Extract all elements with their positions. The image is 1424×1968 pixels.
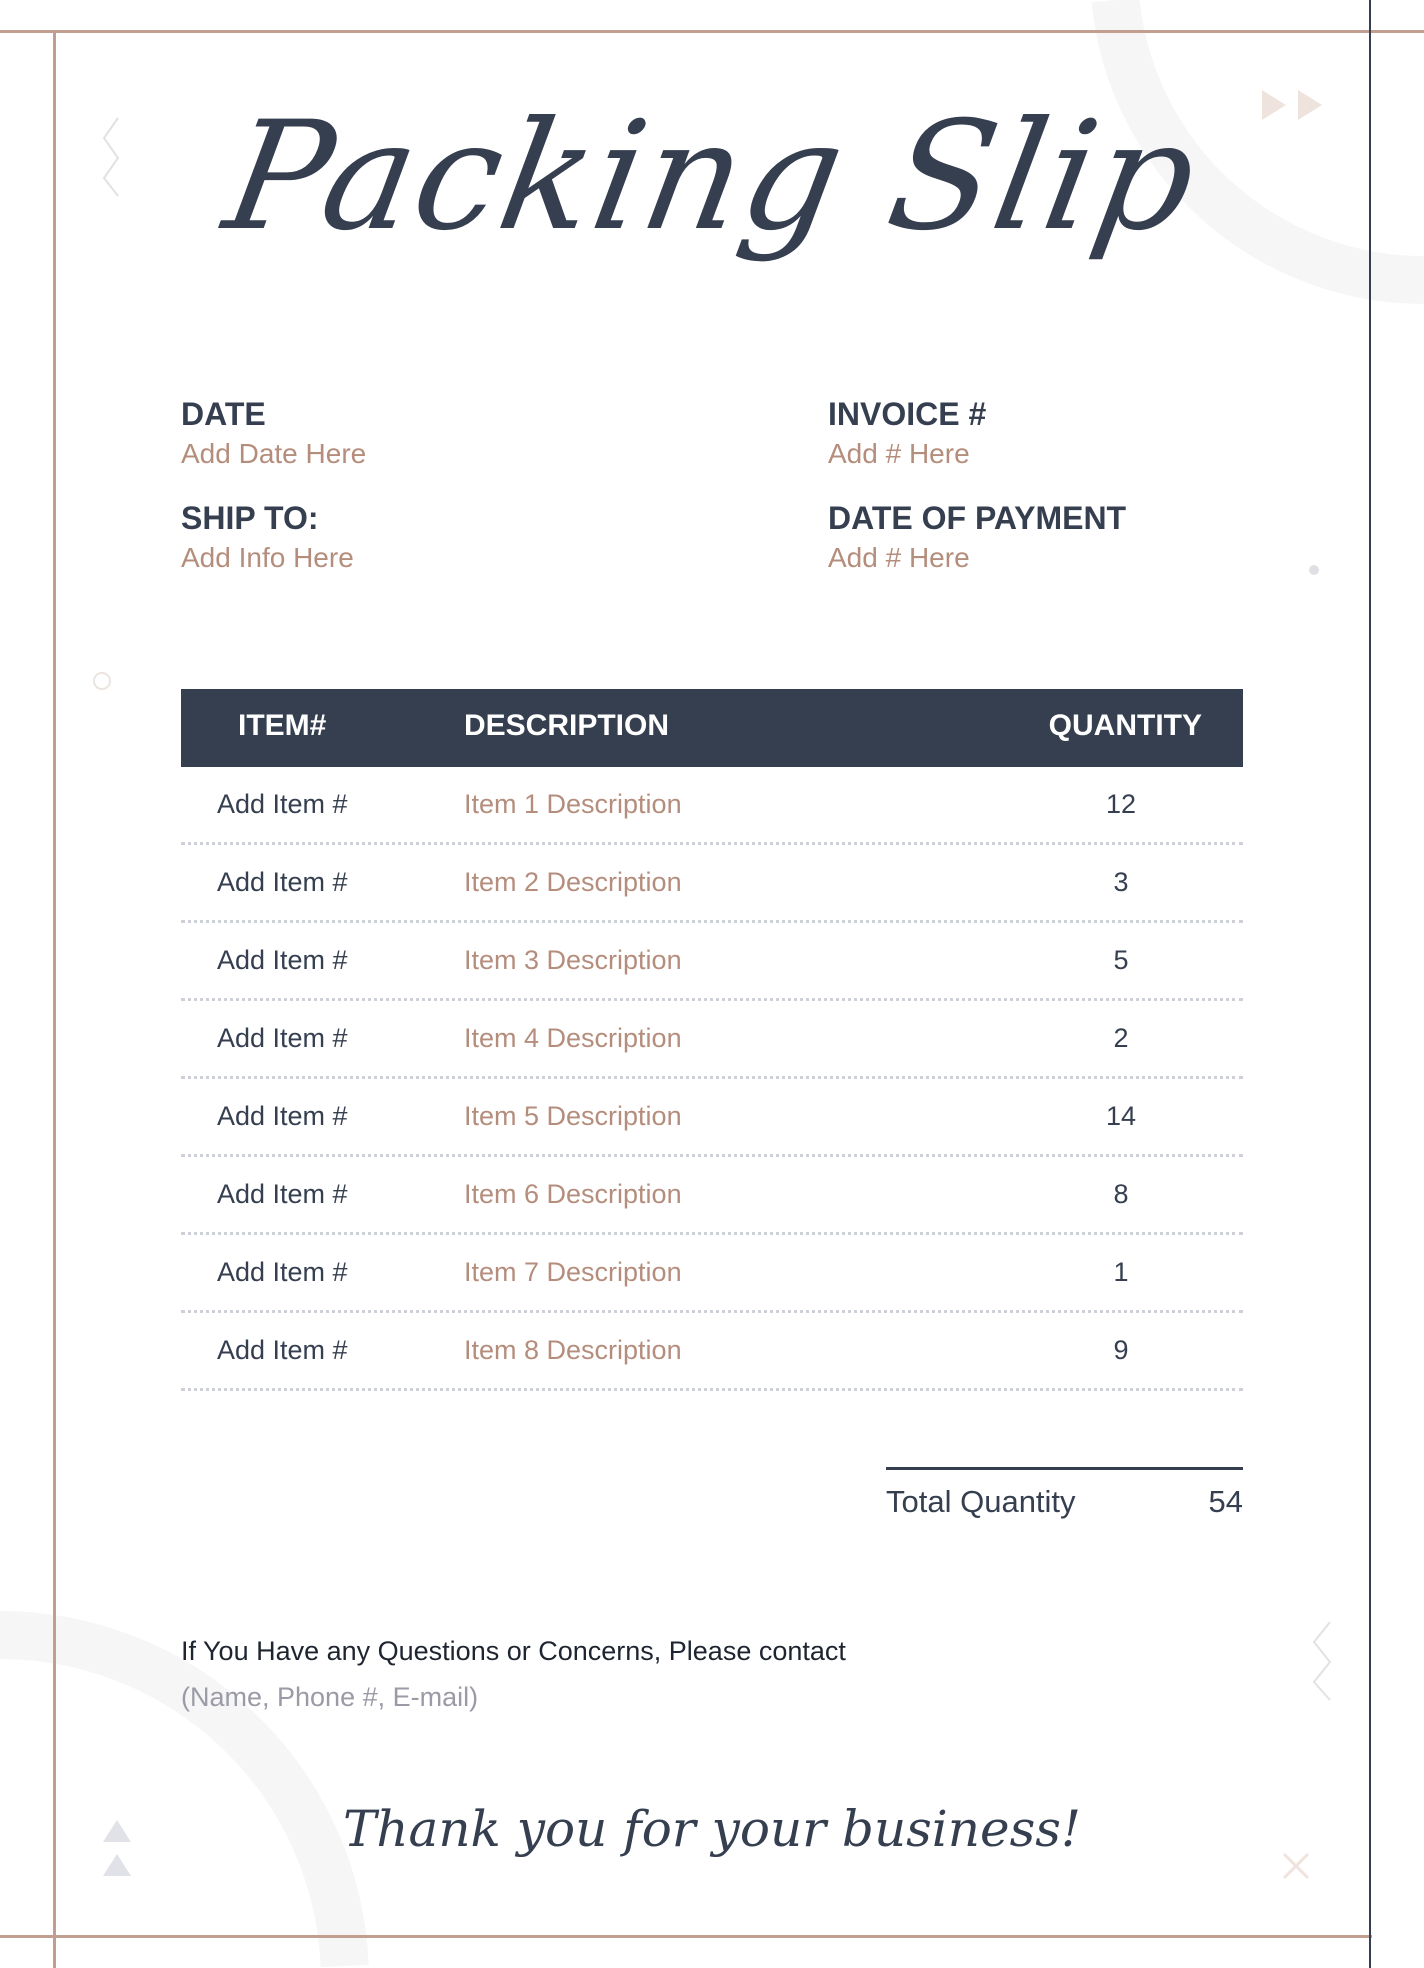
total-value: 54: [1208, 1484, 1243, 1519]
table-row: [181, 1001, 1243, 1079]
item-number[interactable]: Add Item #: [217, 1023, 348, 1053]
item-quantity[interactable]: 2: [1113, 1023, 1129, 1053]
item-number[interactable]: Add Item #: [217, 789, 348, 819]
page-title: Packing Slip: [213, 90, 1211, 264]
table-row: [181, 1235, 1243, 1313]
item-quantity[interactable]: 8: [1113, 1179, 1129, 1209]
item-description[interactable]: Item 3 Description: [464, 945, 682, 975]
date-of-payment-label: DATE OF PAYMENT: [828, 500, 1127, 536]
item-quantity[interactable]: 5: [1113, 945, 1129, 975]
border-bottom: [0, 1935, 1372, 1938]
thank-you-message: Thank you for your business!: [342, 1800, 1081, 1858]
table-row: [181, 767, 1243, 845]
header-quantity: QUANTITY: [1048, 709, 1202, 742]
item-description[interactable]: Item 4 Description: [464, 1023, 682, 1053]
item-description[interactable]: Item 7 Description: [464, 1257, 682, 1287]
border-top: [0, 30, 1424, 33]
item-quantity[interactable]: 1: [1113, 1257, 1129, 1287]
item-description[interactable]: Item 1 Description: [464, 789, 682, 819]
item-quantity[interactable]: 12: [1105, 789, 1137, 819]
item-description[interactable]: Item 6 Description: [464, 1179, 682, 1209]
item-number[interactable]: Add Item #: [217, 867, 348, 897]
contact-text: If You Have any Questions or Concerns, Please contact: [181, 1636, 846, 1666]
ship-to-value[interactable]: Add Info Here: [181, 542, 354, 573]
table-row: [181, 845, 1243, 923]
item-number[interactable]: Add Item #: [217, 945, 348, 975]
header-description: DESCRIPTION: [464, 709, 670, 742]
border-right: [1369, 0, 1371, 1968]
item-number[interactable]: Add Item #: [217, 1257, 348, 1287]
invoice-value[interactable]: Add # Here: [828, 438, 970, 469]
item-description[interactable]: Item 8 Description: [464, 1335, 682, 1365]
date-label: DATE: [181, 396, 266, 432]
item-quantity[interactable]: 3: [1113, 867, 1129, 897]
zigzag-icon: [1314, 1622, 1330, 1700]
contact-info[interactable]: (Name, Phone #, E-mail): [181, 1682, 479, 1712]
item-description[interactable]: Item 5 Description: [464, 1101, 682, 1131]
invoice-label: INVOICE #: [828, 396, 987, 432]
total-label: Total Quantity: [886, 1484, 1076, 1519]
item-quantity[interactable]: 14: [1105, 1101, 1137, 1131]
item-quantity[interactable]: 9: [1113, 1335, 1129, 1365]
date-value[interactable]: Add Date Here: [181, 438, 367, 469]
circle-icon: [94, 673, 110, 689]
table-header: [181, 689, 1243, 767]
item-number[interactable]: Add Item #: [217, 1101, 348, 1131]
item-number[interactable]: Add Item #: [217, 1179, 348, 1209]
border-left: [53, 30, 56, 1968]
item-number[interactable]: Add Item #: [217, 1335, 348, 1365]
total-divider: [886, 1467, 1243, 1470]
date-of-payment-value[interactable]: Add # Here: [828, 542, 970, 573]
header-item: ITEM#: [238, 709, 327, 742]
dot-icon: [1309, 565, 1319, 575]
table-row: [181, 1157, 1243, 1235]
table-row: [181, 1079, 1243, 1157]
ship-to-label: SHIP TO:: [181, 500, 319, 536]
table-row: [181, 1313, 1243, 1391]
table-row: [181, 923, 1243, 1001]
item-description[interactable]: Item 2 Description: [464, 867, 682, 897]
